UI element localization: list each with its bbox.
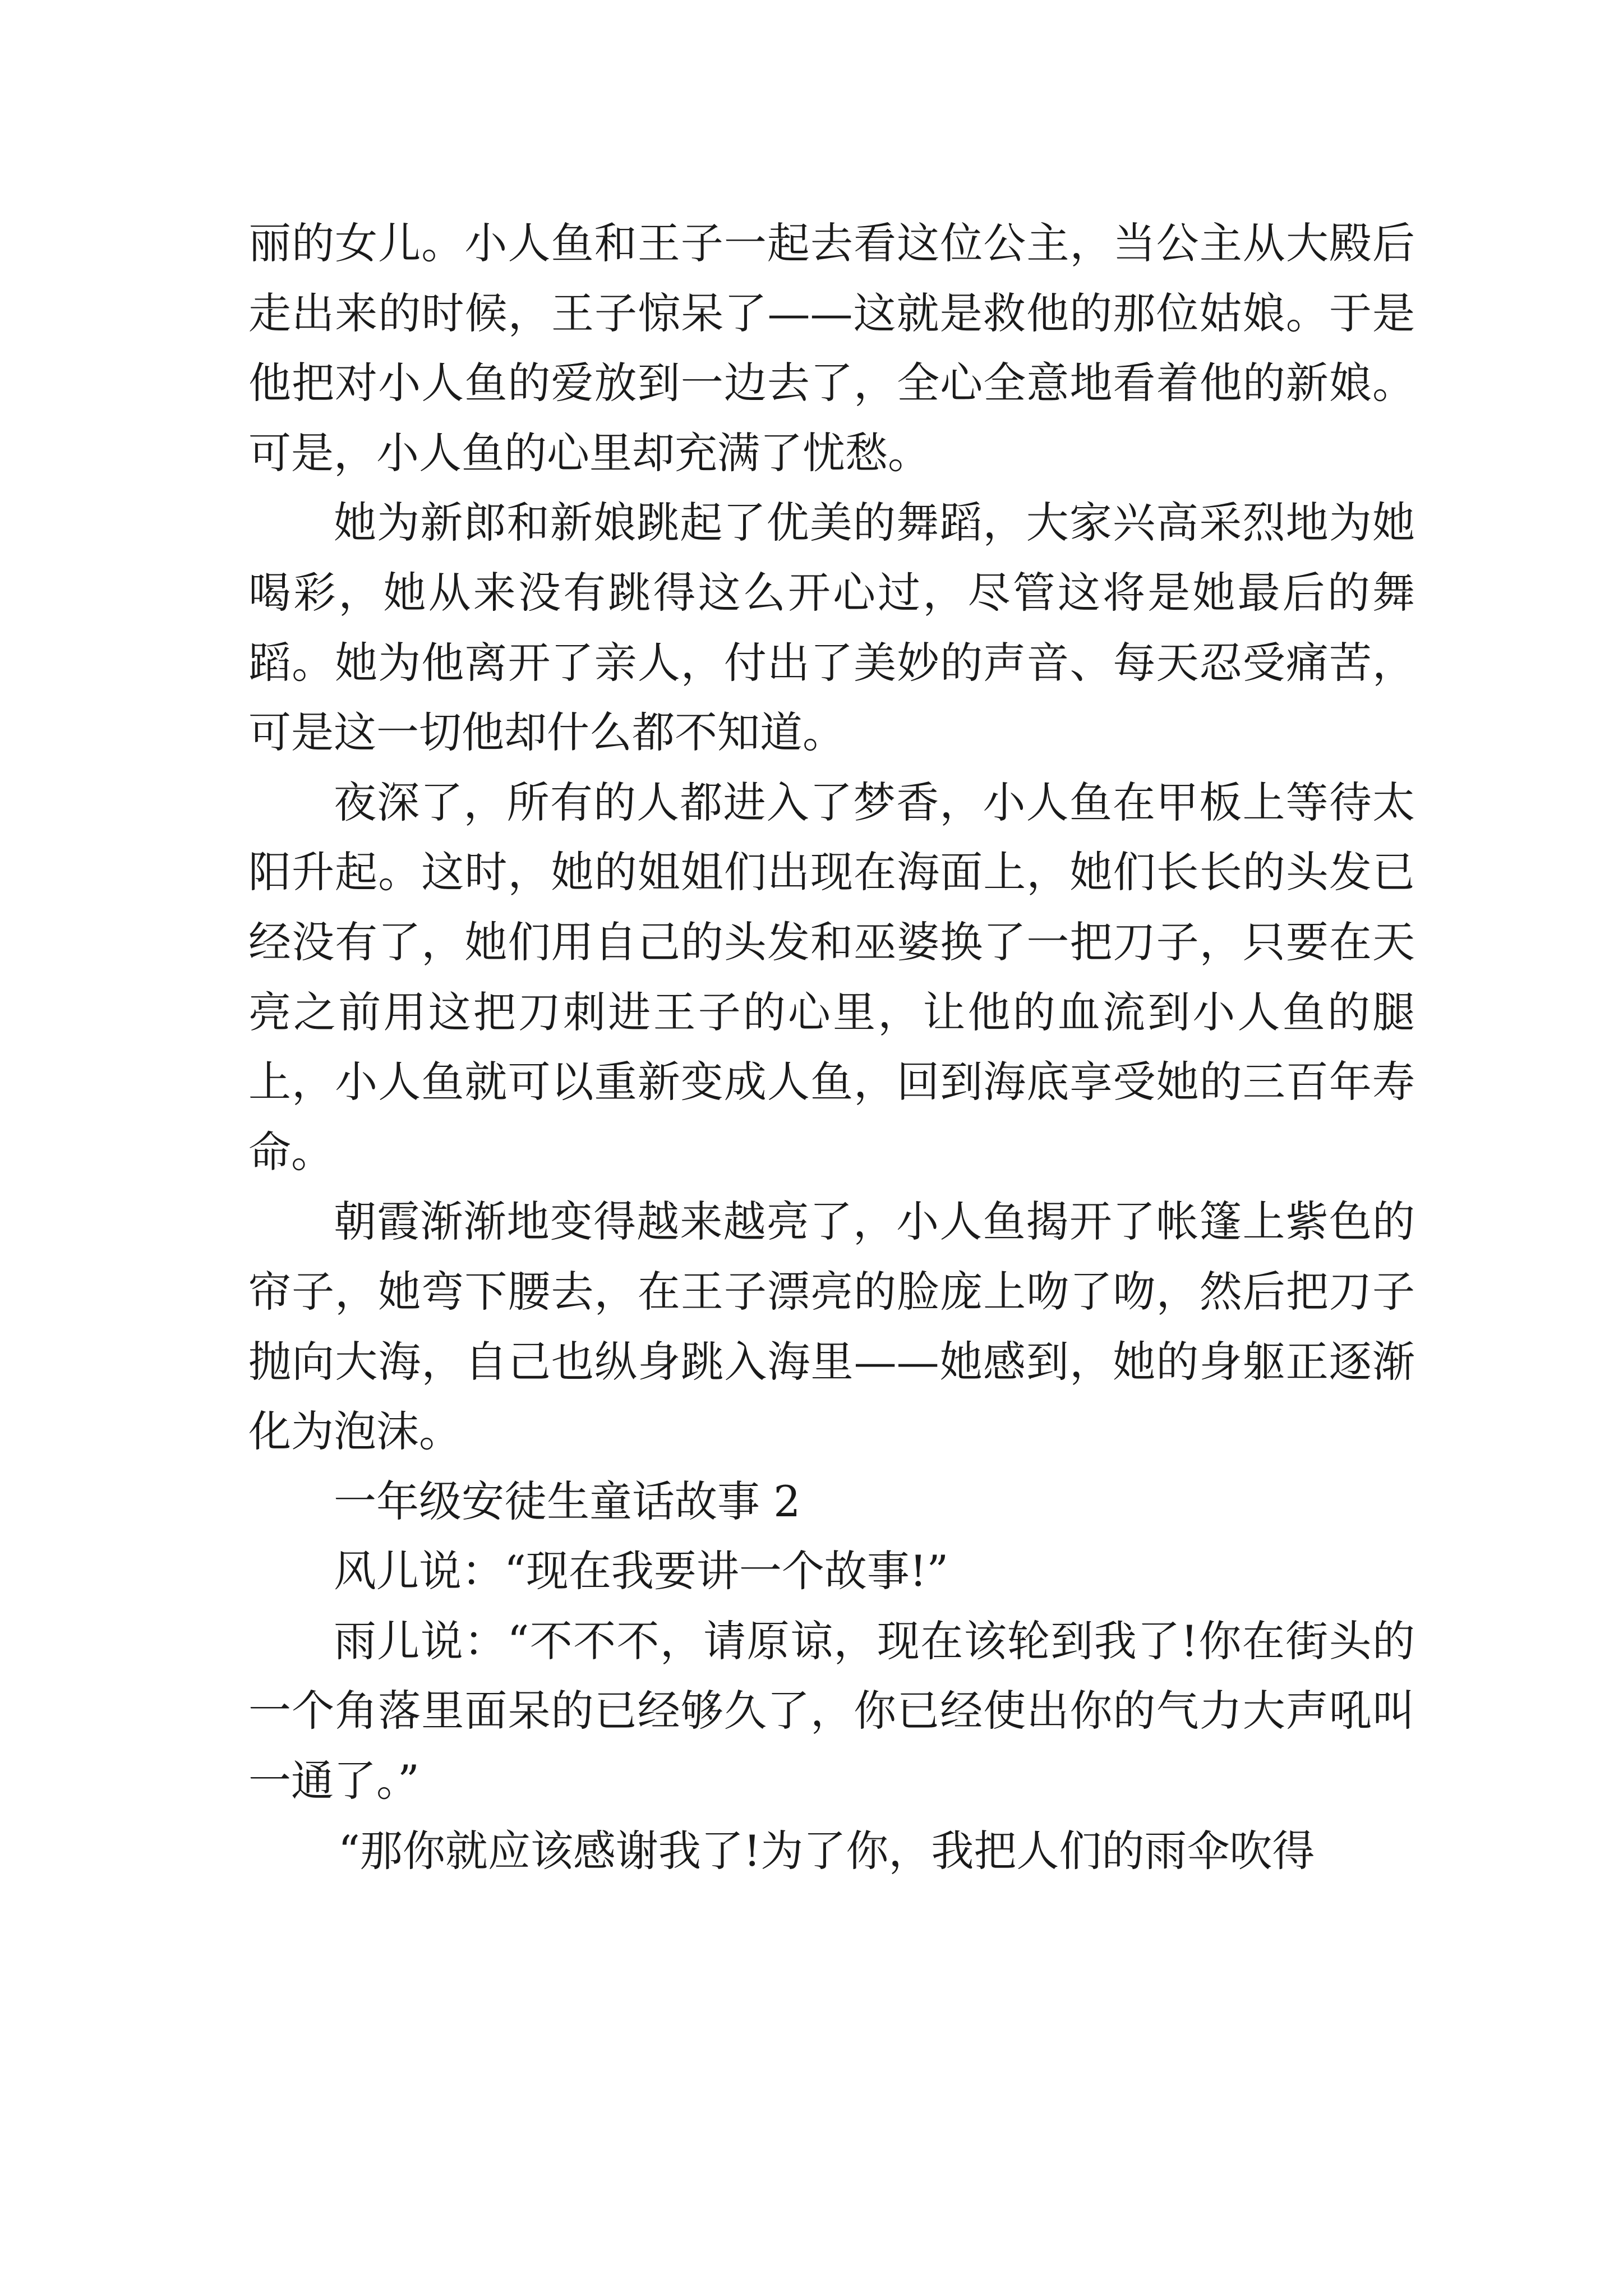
paragraph-7: 雨儿说：“不不不，请原谅，现在该轮到我了!你在街头的一个角落里面呆的已经够久了，你已经使出你的气力大声吼叫一通了。” xyxy=(248,1616,1415,1806)
paragraph-4: 朝霞渐渐地变得越来越亮了，小人鱼揭开了帐篷上紫色的帘子，她弯下腰去，在王子漂亮的脸庞上吻了吻，然后把刀子抛向大海，自己也纵身跳入海里——她感到，她的身躯正逐渐化为泡沫。 xyxy=(248,1197,1415,1457)
paragraph-8: “那你就应该感谢我了!为了你，我把人们的雨伞吹得 xyxy=(338,1825,1315,1876)
paragraph-6: 风儿说：“现在我要讲一个故事!” xyxy=(334,1546,949,1596)
paragraph-1: 丽的女儿。小人鱼和王子一起去看这位公主，当公主从大殿后走出来的时候，王子惊呆了——这就是救他的那位姑娘。于是他把对小人鱼的爱放到一边去了，全心全意地看着他的新娘。可是，小人鱼的心里却充满了忧愁。 xyxy=(248,218,1415,478)
paragraph-2: 她为新郎和新娘跳起了优美的舞蹈，大家兴高采烈地为她喝彩，她从来没有跳得这么开心过，尽管这将是她最后的舞蹈。她为他离开了亲人，付出了美妙的声音、每天忍受痛苦，可是这一切他却什么都不知道。 xyxy=(248,498,1415,758)
section-heading: 一年级安徒生童话故事 2 xyxy=(334,1476,801,1526)
paragraph-3: 夜深了，所有的人都进入了梦香，小人鱼在甲板上等待太阳升起。这时，她的姐姐们出现在海面上，她们长长的头发已经没有了，她们用自己的头发和巫婆换了一把刀子，只要在天亮之前用这把刀刺进王子的心里，让他的血流到小人鱼的腿上，小人鱼就可以重新变成人鱼，回到海底享受她的三百年寿命。 xyxy=(248,777,1415,1177)
document-body xyxy=(248,209,1415,1886)
